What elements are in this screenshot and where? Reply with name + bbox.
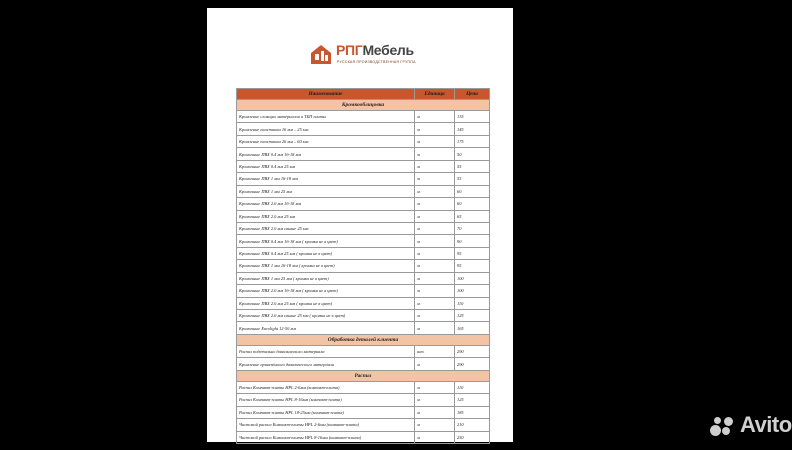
cell-name: Кромочные ПВХ 2.0 мм свыше 25 мм ( кромка не в цвет) [237,310,415,322]
table-row [237,247,490,259]
cell-price: 50 [455,148,490,160]
table-row [237,345,490,357]
cell-unit: м [415,222,455,234]
cell-price: 185 [455,406,490,418]
cell-name: Распил Компакт-плиты HPL 18-25мм (компакт-плита) [237,406,415,418]
cell-price: 145 [455,123,490,135]
table-row [237,381,490,393]
section-title: Распил [237,370,490,381]
table-row [237,297,490,309]
cell-unit: шт. [415,345,455,357]
table-row [237,148,490,160]
cell-price: 55 [455,160,490,172]
cell-price: 95 [455,247,490,259]
cell-unit: м [415,260,455,272]
cell-name: Чистовой распил Компакт-плиты HPL 8-16мм (компакт-плита) [237,431,415,443]
logo-wordmark [336,42,414,58]
table-row [237,185,490,197]
cell-unit: м [415,135,455,147]
table-row [237,358,490,370]
cell-price: 125 [455,310,490,322]
cell-unit: м [415,285,455,297]
cell-price: 60 [455,198,490,210]
cell-unit: м [415,247,455,259]
cell-unit: м [415,358,455,370]
table-row [237,419,490,431]
table-row [237,173,490,185]
table-row [237,111,490,123]
cell-price: 100 [455,272,490,284]
avito-watermark-text: Avito [740,412,792,437]
cell-price: 65 [455,210,490,222]
cell-price: 210 [455,419,490,431]
cell-name: Кромочные Eurolight 12-50 мм [237,322,415,334]
cell-price: 110 [455,381,490,393]
table-row [237,198,490,210]
cell-name: Кромочные ПВХ 2.0 мм 25 мм [237,210,415,222]
cell-price: 100 [455,285,490,297]
cell-price: 135 [455,111,490,123]
cell-name: Кромочные ПВХ 0.4 мм 16-18 мм [237,148,415,160]
cell-name: Кромочные ПВХ 1 мм 25 мм ( кромка не в цвет) [237,272,415,284]
table-section-row [237,334,490,345]
cell-unit: м [415,111,455,123]
cell-unit: м [415,431,455,443]
cell-unit: м [415,406,455,418]
cell-name: Распил Компакт-плиты HPL 8-16мм (компакт-плита) [237,394,415,406]
table-section-row [237,100,490,111]
cell-price: 70 [455,222,490,234]
cell-price: 175 [455,135,490,147]
cell-unit: м [415,185,455,197]
cell-price: 125 [455,394,490,406]
company-logo [309,41,419,71]
cell-price: 250 [455,431,490,443]
cell-price: 55 [455,173,490,185]
table-row [237,272,490,284]
table-row [237,406,490,418]
table-row [237,160,490,172]
cell-unit: м [415,198,455,210]
cell-name: Кромочные ПВХ 2.0 мм 16-18 мм ( кромка не в цвет) [237,285,415,297]
cell-unit: м [415,123,455,135]
table-row [237,123,490,135]
cell-price: 90 [455,235,490,247]
logo-brand-suffix: Мебель [362,42,414,58]
cell-unit: м [415,322,455,334]
cell-price: 110 [455,297,490,309]
cell-name: Распил подетально давальческого материала [237,345,415,357]
table-row [237,285,490,297]
cell-name: Кромление пластиком 16 мм – 25 мм [237,123,415,135]
header-unit: Единица [415,89,455,100]
cell-name: Кромочные ПВХ 0.4 мм 25 мм ( кромка не в цвет) [237,247,415,259]
cell-unit: м [415,160,455,172]
cell-price: 60 [455,185,490,197]
table-row [237,222,490,234]
cell-price: 290 [455,345,490,357]
cell-unit: м [415,394,455,406]
table-row [237,235,490,247]
cell-price: 290 [455,358,490,370]
cell-name: Кромочные ПВХ 2.0 мм свыше 25 мм [237,222,415,234]
cell-name: Кромочные ПВХ 1 мм 16-18 мм ( кромка не в цвет) [237,260,415,272]
price-table [236,88,490,444]
cell-name: Кромочные ПВХ 1 мм 25 мм [237,185,415,197]
cell-name: Кромочные ПВХ 2.0 мм 25 мм ( кромка не в цвет) [237,297,415,309]
cell-unit: м [415,297,455,309]
cell-unit: м [415,235,455,247]
table-row [237,322,490,334]
table-row [237,310,490,322]
avito-logo-icon [710,415,736,437]
table-header-row [237,89,490,100]
cell-name: Кромление пластиком 26 мм – 60 мм [237,135,415,147]
section-title: Кромкооблицовка [237,100,490,111]
cell-name: Чистовой распил Компакт-плиты HPL 2-6мм (компакт-плита) [237,419,415,431]
cell-name: Кромочные ПВХ 2.0 мм 16-18 мм [237,198,415,210]
table-row [237,135,490,147]
document-page [207,8,513,442]
cell-name: Кромочные ПВХ 0.4 мм 25 мм [237,160,415,172]
logo-tagline: РУССКАЯ ПРОИЗВОДСТВЕННАЯ ГРУППА [337,60,416,64]
section-title: Обработка деталей клиента [237,334,490,345]
table-row [237,260,490,272]
cell-unit: м [415,381,455,393]
cell-unit: м [415,419,455,431]
table-body [237,100,490,444]
logo-brand-prefix: РПГ [336,42,363,58]
cell-name: Распил Компакт-плиты HPL 2-6мм (компакт-плита) [237,381,415,393]
table-row [237,431,490,443]
cell-price: 165 [455,322,490,334]
header-price: Цена [455,89,490,100]
table-row [237,394,490,406]
cell-name: Кромление слоящих материалов и ТБП плиты [237,111,415,123]
cell-price: 95 [455,260,490,272]
cell-name: Кромление привезённого давальческого материала [237,358,415,370]
header-name: Наименование [237,89,415,100]
table-section-row [237,370,490,381]
cell-unit: м [415,272,455,284]
cell-unit: м [415,173,455,185]
cell-name: Кромочные ПВХ 1 мм 16-18 мм [237,173,415,185]
cell-name: Кромочные ПВХ 0.4 мм 16-18 мм ( кромка не в цвет) [237,235,415,247]
house-logo-icon [309,42,333,66]
cell-unit: м [415,310,455,322]
cell-unit: м [415,148,455,160]
table-row [237,210,490,222]
cell-unit: м [415,210,455,222]
